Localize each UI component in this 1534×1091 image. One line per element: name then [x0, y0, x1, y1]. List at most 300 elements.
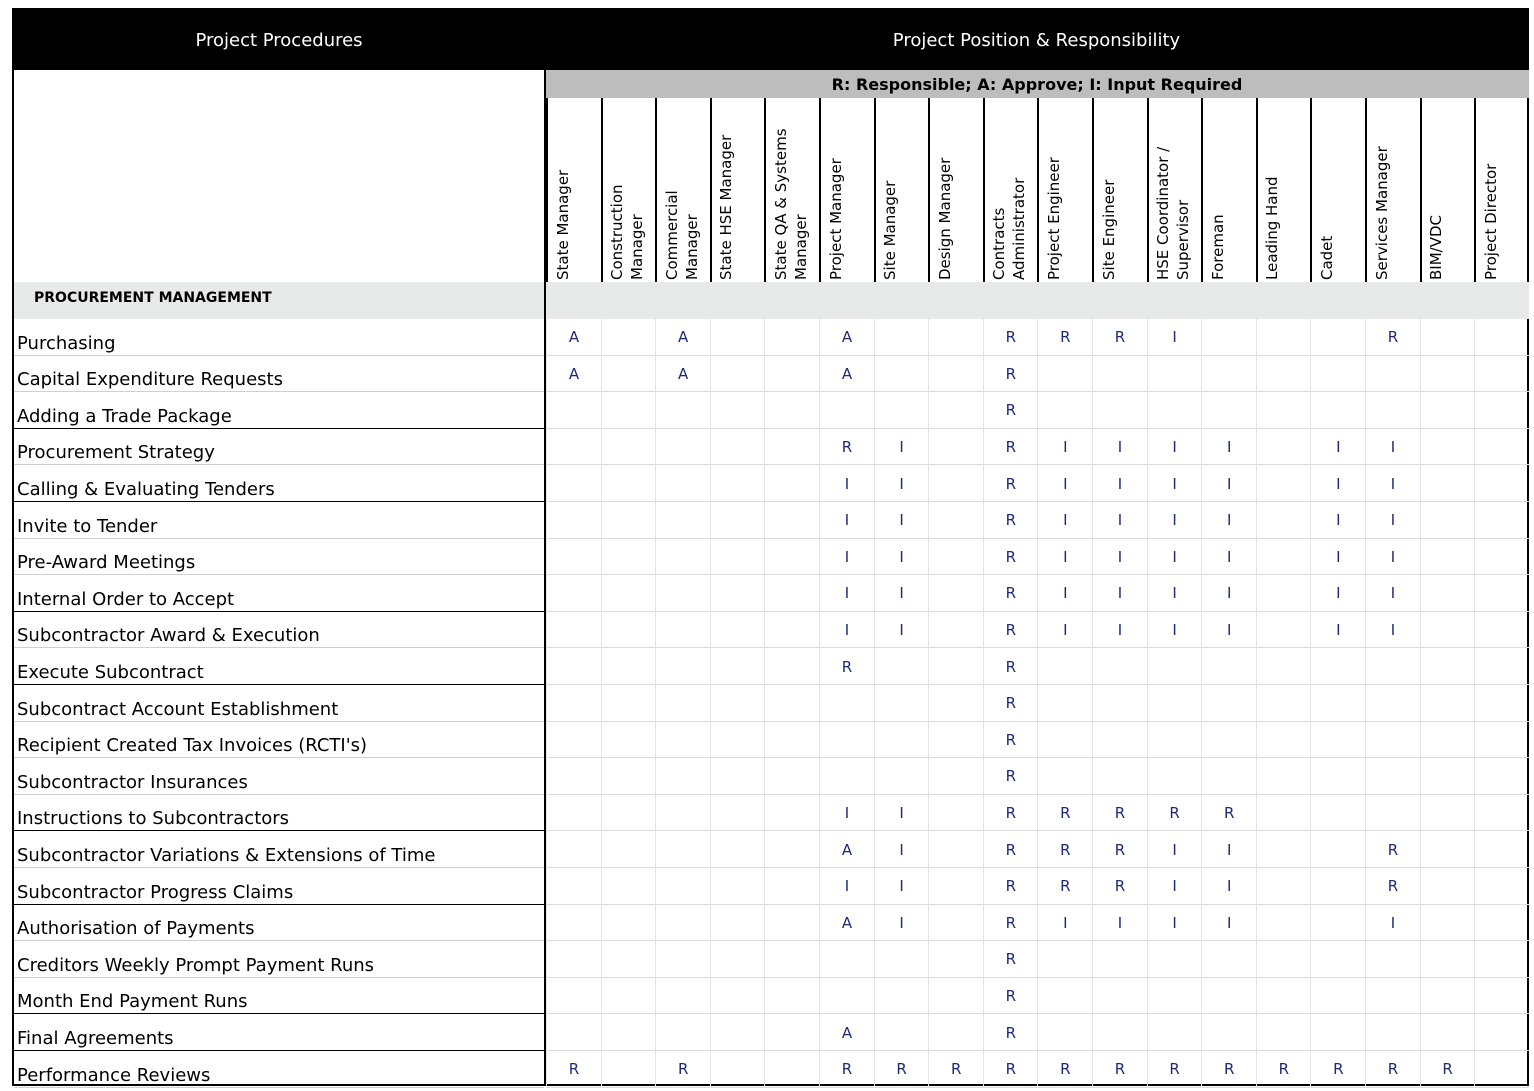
responsibility-cell	[1092, 941, 1147, 978]
responsibility-cell	[764, 539, 819, 576]
column-header	[710, 98, 765, 282]
responsibility-cell	[1037, 648, 1092, 685]
responsibility-cell: R	[874, 1051, 929, 1088]
responsibility-cell	[1310, 392, 1365, 429]
procedure-label: Subcontractor Progress Claims	[17, 881, 294, 903]
responsibility-cell	[710, 648, 765, 685]
responsibility-cell: R	[1092, 831, 1147, 868]
responsibility-cell	[1256, 539, 1311, 576]
responsibility-cell	[764, 1051, 819, 1088]
responsibility-cell: I	[819, 502, 874, 539]
responsibility-cell: R	[983, 685, 1038, 722]
column-divider	[544, 70, 546, 1086]
responsibility-cell	[710, 795, 765, 832]
responsibility-cell: I	[874, 465, 929, 502]
responsibility-cell	[1147, 685, 1202, 722]
responsibility-cell	[1474, 1051, 1529, 1088]
responsibility-cell	[1420, 502, 1475, 539]
responsibility-cell	[1310, 685, 1365, 722]
responsibility-cell	[655, 612, 710, 649]
responsibility-cell: I	[1310, 465, 1365, 502]
procedure-label: Recipient Created Tax Invoices (RCTI's)	[17, 735, 368, 757]
table-row	[14, 978, 1529, 1015]
responsibility-cell	[546, 941, 601, 978]
responsibility-cell: I	[1147, 429, 1202, 466]
responsibility-cell	[874, 392, 929, 429]
column-header-label: Construction Manager	[608, 184, 647, 280]
responsibility-cell	[819, 941, 874, 978]
column-header	[928, 98, 983, 282]
responsibility-cell	[764, 1014, 819, 1051]
responsibility-cell: R	[983, 758, 1038, 795]
responsibility-cell	[1474, 758, 1529, 795]
responsibility-cell	[1365, 648, 1420, 685]
responsibility-cell	[546, 978, 601, 1015]
responsibility-cell	[601, 685, 656, 722]
responsibility-cell: R	[983, 1014, 1038, 1051]
responsibility-cell: I	[1201, 612, 1256, 649]
responsibility-cell: A	[819, 319, 874, 356]
responsibility-cell	[1474, 502, 1529, 539]
column-header-label: Site Engineer	[1099, 179, 1118, 280]
responsibility-cell	[819, 978, 874, 1015]
responsibility-cell: R	[983, 502, 1038, 539]
column-header-label: Cadet	[1317, 235, 1336, 280]
responsibility-cell: I	[1092, 539, 1147, 576]
column-header	[819, 98, 874, 282]
table-row	[14, 575, 1529, 612]
table-row	[14, 795, 1529, 832]
responsibility-cell: R	[983, 319, 1038, 356]
responsibility-cell	[710, 356, 765, 393]
table-row	[14, 612, 1529, 649]
responsibility-cell	[928, 758, 983, 795]
responsibility-cell: I	[819, 465, 874, 502]
responsibility-cell	[1420, 539, 1475, 576]
responsibility-cell: I	[874, 539, 929, 576]
procedure-label: Capital Expenditure Requests	[17, 369, 283, 391]
responsibility-cell: R	[928, 1051, 983, 1088]
responsibility-cell	[655, 465, 710, 502]
responsibility-cell	[819, 685, 874, 722]
responsibility-cell	[655, 905, 710, 942]
responsibility-cell: I	[874, 429, 929, 466]
responsibility-cell	[1474, 539, 1529, 576]
column-header-label: Commercial Manager	[662, 190, 701, 280]
responsibility-cell	[1147, 648, 1202, 685]
responsibility-cell: R	[983, 575, 1038, 612]
responsibility-cell: R	[983, 831, 1038, 868]
responsibility-cell	[1092, 685, 1147, 722]
responsibility-cell	[1365, 356, 1420, 393]
responsibility-cell	[546, 648, 601, 685]
responsibility-cell: R	[983, 978, 1038, 1015]
responsibility-cell: R	[983, 465, 1038, 502]
responsibility-cell	[928, 722, 983, 759]
responsibility-cell	[1256, 722, 1311, 759]
responsibility-cell	[1256, 575, 1311, 612]
responsibility-cell	[546, 722, 601, 759]
responsibility-cell	[710, 685, 765, 722]
responsibility-cell: R	[546, 1051, 601, 1088]
responsibility-cell	[1420, 1014, 1475, 1051]
responsibility-cell: I	[1147, 905, 1202, 942]
responsibility-cell	[1365, 941, 1420, 978]
procedure-label: Authorisation of Payments	[17, 918, 255, 940]
responsibility-cell	[764, 941, 819, 978]
responsibility-cell	[1092, 722, 1147, 759]
responsibility-cell	[1474, 905, 1529, 942]
column-header-label: Project Director	[1481, 163, 1500, 280]
responsibility-cell	[1037, 941, 1092, 978]
column-header-label: Site Manager	[881, 180, 900, 280]
responsibility-cell	[1037, 758, 1092, 795]
column-header-label: Project Engineer	[1044, 157, 1063, 280]
column-header-label: State QA & Systems Manager	[771, 128, 810, 280]
responsibility-cell	[710, 722, 765, 759]
responsibility-cell	[764, 831, 819, 868]
responsibility-cell	[1147, 722, 1202, 759]
responsibility-cell	[1310, 1014, 1365, 1051]
responsibility-cell: I	[1365, 502, 1420, 539]
responsibility-cell	[1310, 648, 1365, 685]
row-divider	[14, 1087, 544, 1088]
responsibility-cell	[1256, 429, 1311, 466]
responsibility-cell: R	[1092, 868, 1147, 905]
procedure-label: Invite to Tender	[17, 515, 158, 537]
responsibility-cell: I	[1147, 465, 1202, 502]
responsibility-cell: I	[1365, 465, 1420, 502]
responsibility-cell	[928, 356, 983, 393]
responsibility-cell: A	[819, 905, 874, 942]
procedure-label: Purchasing	[17, 332, 116, 354]
responsibility-cell	[928, 502, 983, 539]
responsibility-cell	[1256, 868, 1311, 905]
responsibility-cell	[601, 941, 656, 978]
responsibility-cell	[1256, 905, 1311, 942]
responsibility-cell: R	[819, 648, 874, 685]
column-header-label: Project Manager	[826, 158, 845, 280]
responsibility-cell: I	[1201, 905, 1256, 942]
responsibility-cell	[1365, 1014, 1420, 1051]
responsibility-cell	[764, 392, 819, 429]
responsibility-cell: R	[1365, 868, 1420, 905]
responsibility-cell	[874, 978, 929, 1015]
procedure-label: Instructions to Subcontractors	[17, 808, 290, 830]
responsibility-cell	[1365, 978, 1420, 1015]
responsibility-cell	[1201, 356, 1256, 393]
responsibility-cell	[874, 648, 929, 685]
responsibility-cell	[874, 758, 929, 795]
responsibility-cell	[1256, 612, 1311, 649]
responsibility-cell	[764, 905, 819, 942]
responsibility-cell: R	[983, 356, 1038, 393]
responsibility-cell	[1256, 319, 1311, 356]
responsibility-cell	[1420, 795, 1475, 832]
responsibility-cell	[928, 685, 983, 722]
responsibility-cell	[546, 795, 601, 832]
responsibility-cell	[1474, 392, 1529, 429]
responsibility-cell: I	[1092, 575, 1147, 612]
responsibility-cell: I	[1365, 429, 1420, 466]
responsibility-cell: I	[1037, 429, 1092, 466]
column-header	[546, 98, 601, 282]
responsibility-cell: A	[655, 319, 710, 356]
responsibility-cell	[601, 465, 656, 502]
responsibility-cell: I	[874, 905, 929, 942]
responsibility-cell: I	[874, 831, 929, 868]
responsibility-cell	[928, 941, 983, 978]
responsibility-cell	[1420, 392, 1475, 429]
responsibility-cell	[1310, 356, 1365, 393]
responsibility-cell: I	[1092, 465, 1147, 502]
procedure-label: Procurement Strategy	[17, 442, 215, 464]
responsibility-cell	[1201, 685, 1256, 722]
responsibility-cell	[874, 722, 929, 759]
responsibility-cell	[710, 905, 765, 942]
responsibility-cell: R	[1037, 1051, 1092, 1088]
responsibility-cell: R	[1201, 1051, 1256, 1088]
responsibility-cell	[1474, 1014, 1529, 1051]
responsibility-cell	[1201, 722, 1256, 759]
table-row	[14, 319, 1529, 356]
responsibility-cell	[546, 685, 601, 722]
responsibility-cell	[655, 795, 710, 832]
responsibility-cell: I	[1201, 465, 1256, 502]
responsibility-cell	[1365, 392, 1420, 429]
responsibility-cell	[1256, 831, 1311, 868]
responsibility-cell	[655, 941, 710, 978]
responsibility-cell	[928, 539, 983, 576]
responsibility-cell	[1201, 978, 1256, 1015]
responsibility-cell	[1474, 575, 1529, 612]
responsibility-cell: R	[1092, 795, 1147, 832]
position-responsibility-header: Project Position & Responsibility	[544, 10, 1529, 70]
responsibility-cell: A	[546, 356, 601, 393]
responsibility-cell	[1310, 758, 1365, 795]
section-title: PROCUREMENT MANAGEMENT	[34, 290, 272, 306]
responsibility-cell: R	[1037, 831, 1092, 868]
responsibility-cell: I	[1037, 502, 1092, 539]
column-header	[1474, 98, 1529, 282]
responsibility-cell	[655, 685, 710, 722]
responsibility-cell	[1474, 319, 1529, 356]
responsibility-cell: R	[819, 1051, 874, 1088]
table-row	[14, 758, 1529, 795]
responsibility-cell: I	[1365, 905, 1420, 942]
table-row	[14, 905, 1529, 942]
responsibility-cell	[1147, 758, 1202, 795]
responsibility-cell	[1092, 648, 1147, 685]
responsibility-cell	[546, 502, 601, 539]
responsibility-cell: I	[819, 539, 874, 576]
responsibility-cell	[1147, 356, 1202, 393]
responsibility-cell	[601, 1051, 656, 1088]
responsibility-cell	[1310, 868, 1365, 905]
column-header-label: State HSE Manager	[717, 134, 736, 280]
responsibility-cell	[1256, 356, 1311, 393]
responsibility-cell	[655, 758, 710, 795]
responsibility-cell	[1037, 978, 1092, 1015]
responsibility-cell	[601, 868, 656, 905]
responsibility-cell	[874, 356, 929, 393]
responsibility-cell: I	[1201, 539, 1256, 576]
responsibility-cell: I	[819, 795, 874, 832]
responsibility-cell	[655, 539, 710, 576]
column-header-label: BIM/VDC	[1427, 215, 1446, 280]
column-header-label: Contracts Administrator	[990, 177, 1029, 280]
responsibility-cell	[1474, 941, 1529, 978]
responsibility-cell	[601, 539, 656, 576]
responsibility-cell	[874, 319, 929, 356]
responsibility-cell	[1420, 722, 1475, 759]
column-header	[1037, 98, 1092, 282]
responsibility-cell	[1256, 465, 1311, 502]
responsibility-matrix	[12, 8, 1529, 1086]
responsibility-cell	[1310, 941, 1365, 978]
column-header	[655, 98, 710, 282]
responsibility-cell: R	[1092, 319, 1147, 356]
responsibility-cell: R	[1092, 1051, 1147, 1088]
responsibility-cell	[601, 978, 656, 1015]
responsibility-cell: R	[1147, 1051, 1202, 1088]
procedure-label: Performance Reviews	[17, 1064, 211, 1086]
responsibility-cell: R	[983, 612, 1038, 649]
responsibility-cell	[601, 722, 656, 759]
responsibility-cell	[1147, 1014, 1202, 1051]
procedure-label: Execute Subcontract	[17, 661, 204, 683]
responsibility-cell: I	[1147, 319, 1202, 356]
responsibility-cell	[1310, 795, 1365, 832]
responsibility-cell	[1092, 392, 1147, 429]
responsibility-cell	[1201, 319, 1256, 356]
responsibility-cell	[546, 868, 601, 905]
responsibility-cell	[655, 429, 710, 466]
responsibility-cell	[1037, 1014, 1092, 1051]
responsibility-cell: I	[874, 795, 929, 832]
responsibility-cell	[710, 1051, 765, 1088]
responsibility-cell	[710, 868, 765, 905]
responsibility-cell	[874, 941, 929, 978]
responsibility-cell	[764, 502, 819, 539]
responsibility-cell	[928, 831, 983, 868]
responsibility-cell	[601, 575, 656, 612]
responsibility-cell: I	[1310, 612, 1365, 649]
responsibility-cell	[1256, 502, 1311, 539]
responsibility-cell	[928, 575, 983, 612]
responsibility-cell	[710, 758, 765, 795]
table-row	[14, 868, 1529, 905]
responsibility-cell: R	[983, 429, 1038, 466]
responsibility-cell: I	[1310, 429, 1365, 466]
responsibility-cell: I	[874, 502, 929, 539]
responsibility-cell: R	[1201, 795, 1256, 832]
table-row	[14, 941, 1529, 978]
responsibility-cell	[1420, 648, 1475, 685]
responsibility-cell: R	[983, 722, 1038, 759]
responsibility-cell	[1365, 722, 1420, 759]
responsibility-cell: I	[1037, 465, 1092, 502]
responsibility-cell	[1201, 1014, 1256, 1051]
responsibility-cell	[601, 612, 656, 649]
responsibility-cell	[601, 392, 656, 429]
responsibility-cell	[1256, 685, 1311, 722]
responsibility-cell	[710, 575, 765, 612]
responsibility-cell	[928, 1014, 983, 1051]
responsibility-cell	[1365, 795, 1420, 832]
responsibility-cell: I	[1201, 502, 1256, 539]
responsibility-cell	[1092, 758, 1147, 795]
table-row	[14, 502, 1529, 539]
responsibility-cell	[546, 758, 601, 795]
responsibility-cell	[1256, 392, 1311, 429]
responsibility-cell	[655, 978, 710, 1015]
procedure-label: Creditors Weekly Prompt Payment Runs	[17, 954, 375, 976]
responsibility-cell	[928, 392, 983, 429]
responsibility-cell	[764, 795, 819, 832]
responsibility-cell: I	[1037, 905, 1092, 942]
responsibility-cell	[546, 539, 601, 576]
legend-bar: R: Responsible; A: Approve; I: Input Required	[545, 70, 1529, 98]
responsibility-cell	[1147, 978, 1202, 1015]
responsibility-cell	[1420, 356, 1475, 393]
procedure-label: Internal Order to Accept	[17, 588, 235, 610]
table-row	[14, 685, 1529, 722]
procedure-label: Month End Payment Runs	[17, 991, 248, 1013]
column-header	[1256, 98, 1311, 282]
responsibility-cell: R	[1365, 319, 1420, 356]
responsibility-cell: I	[1147, 539, 1202, 576]
procedure-label: Adding a Trade Package	[17, 405, 232, 427]
responsibility-cell: I	[1092, 905, 1147, 942]
responsibility-cell	[1201, 392, 1256, 429]
responsibility-cell: I	[874, 575, 929, 612]
responsibility-cell	[928, 612, 983, 649]
responsibility-cell	[655, 868, 710, 905]
responsibility-cell	[928, 978, 983, 1015]
responsibility-cell	[546, 1014, 601, 1051]
procedure-label: Subcontractor Insurances	[17, 771, 248, 793]
responsibility-cell	[1420, 429, 1475, 466]
responsibility-cell	[1256, 978, 1311, 1015]
column-header-label: Design Manager	[935, 157, 954, 280]
procedure-label: Final Agreements	[17, 1027, 174, 1049]
responsibility-cell	[1474, 648, 1529, 685]
responsibility-cell: A	[546, 319, 601, 356]
responsibility-cell	[601, 795, 656, 832]
responsibility-cell: I	[1310, 575, 1365, 612]
responsibility-cell: R	[1310, 1051, 1365, 1088]
responsibility-cell	[1474, 612, 1529, 649]
responsibility-cell	[655, 648, 710, 685]
responsibility-cell	[928, 648, 983, 685]
responsibility-cell: I	[1037, 575, 1092, 612]
responsibility-cell	[601, 905, 656, 942]
table-row	[14, 539, 1529, 576]
column-header	[874, 98, 929, 282]
responsibility-cell: I	[1201, 429, 1256, 466]
responsibility-cell	[764, 612, 819, 649]
responsibility-cell	[1201, 758, 1256, 795]
responsibility-cell: R	[983, 648, 1038, 685]
responsibility-cell	[1474, 868, 1529, 905]
responsibility-cell	[1420, 575, 1475, 612]
responsibility-cell: R	[983, 539, 1038, 576]
responsibility-cell	[764, 648, 819, 685]
responsibility-cell	[546, 429, 601, 466]
responsibility-cell	[1256, 648, 1311, 685]
column-header	[1201, 98, 1256, 282]
